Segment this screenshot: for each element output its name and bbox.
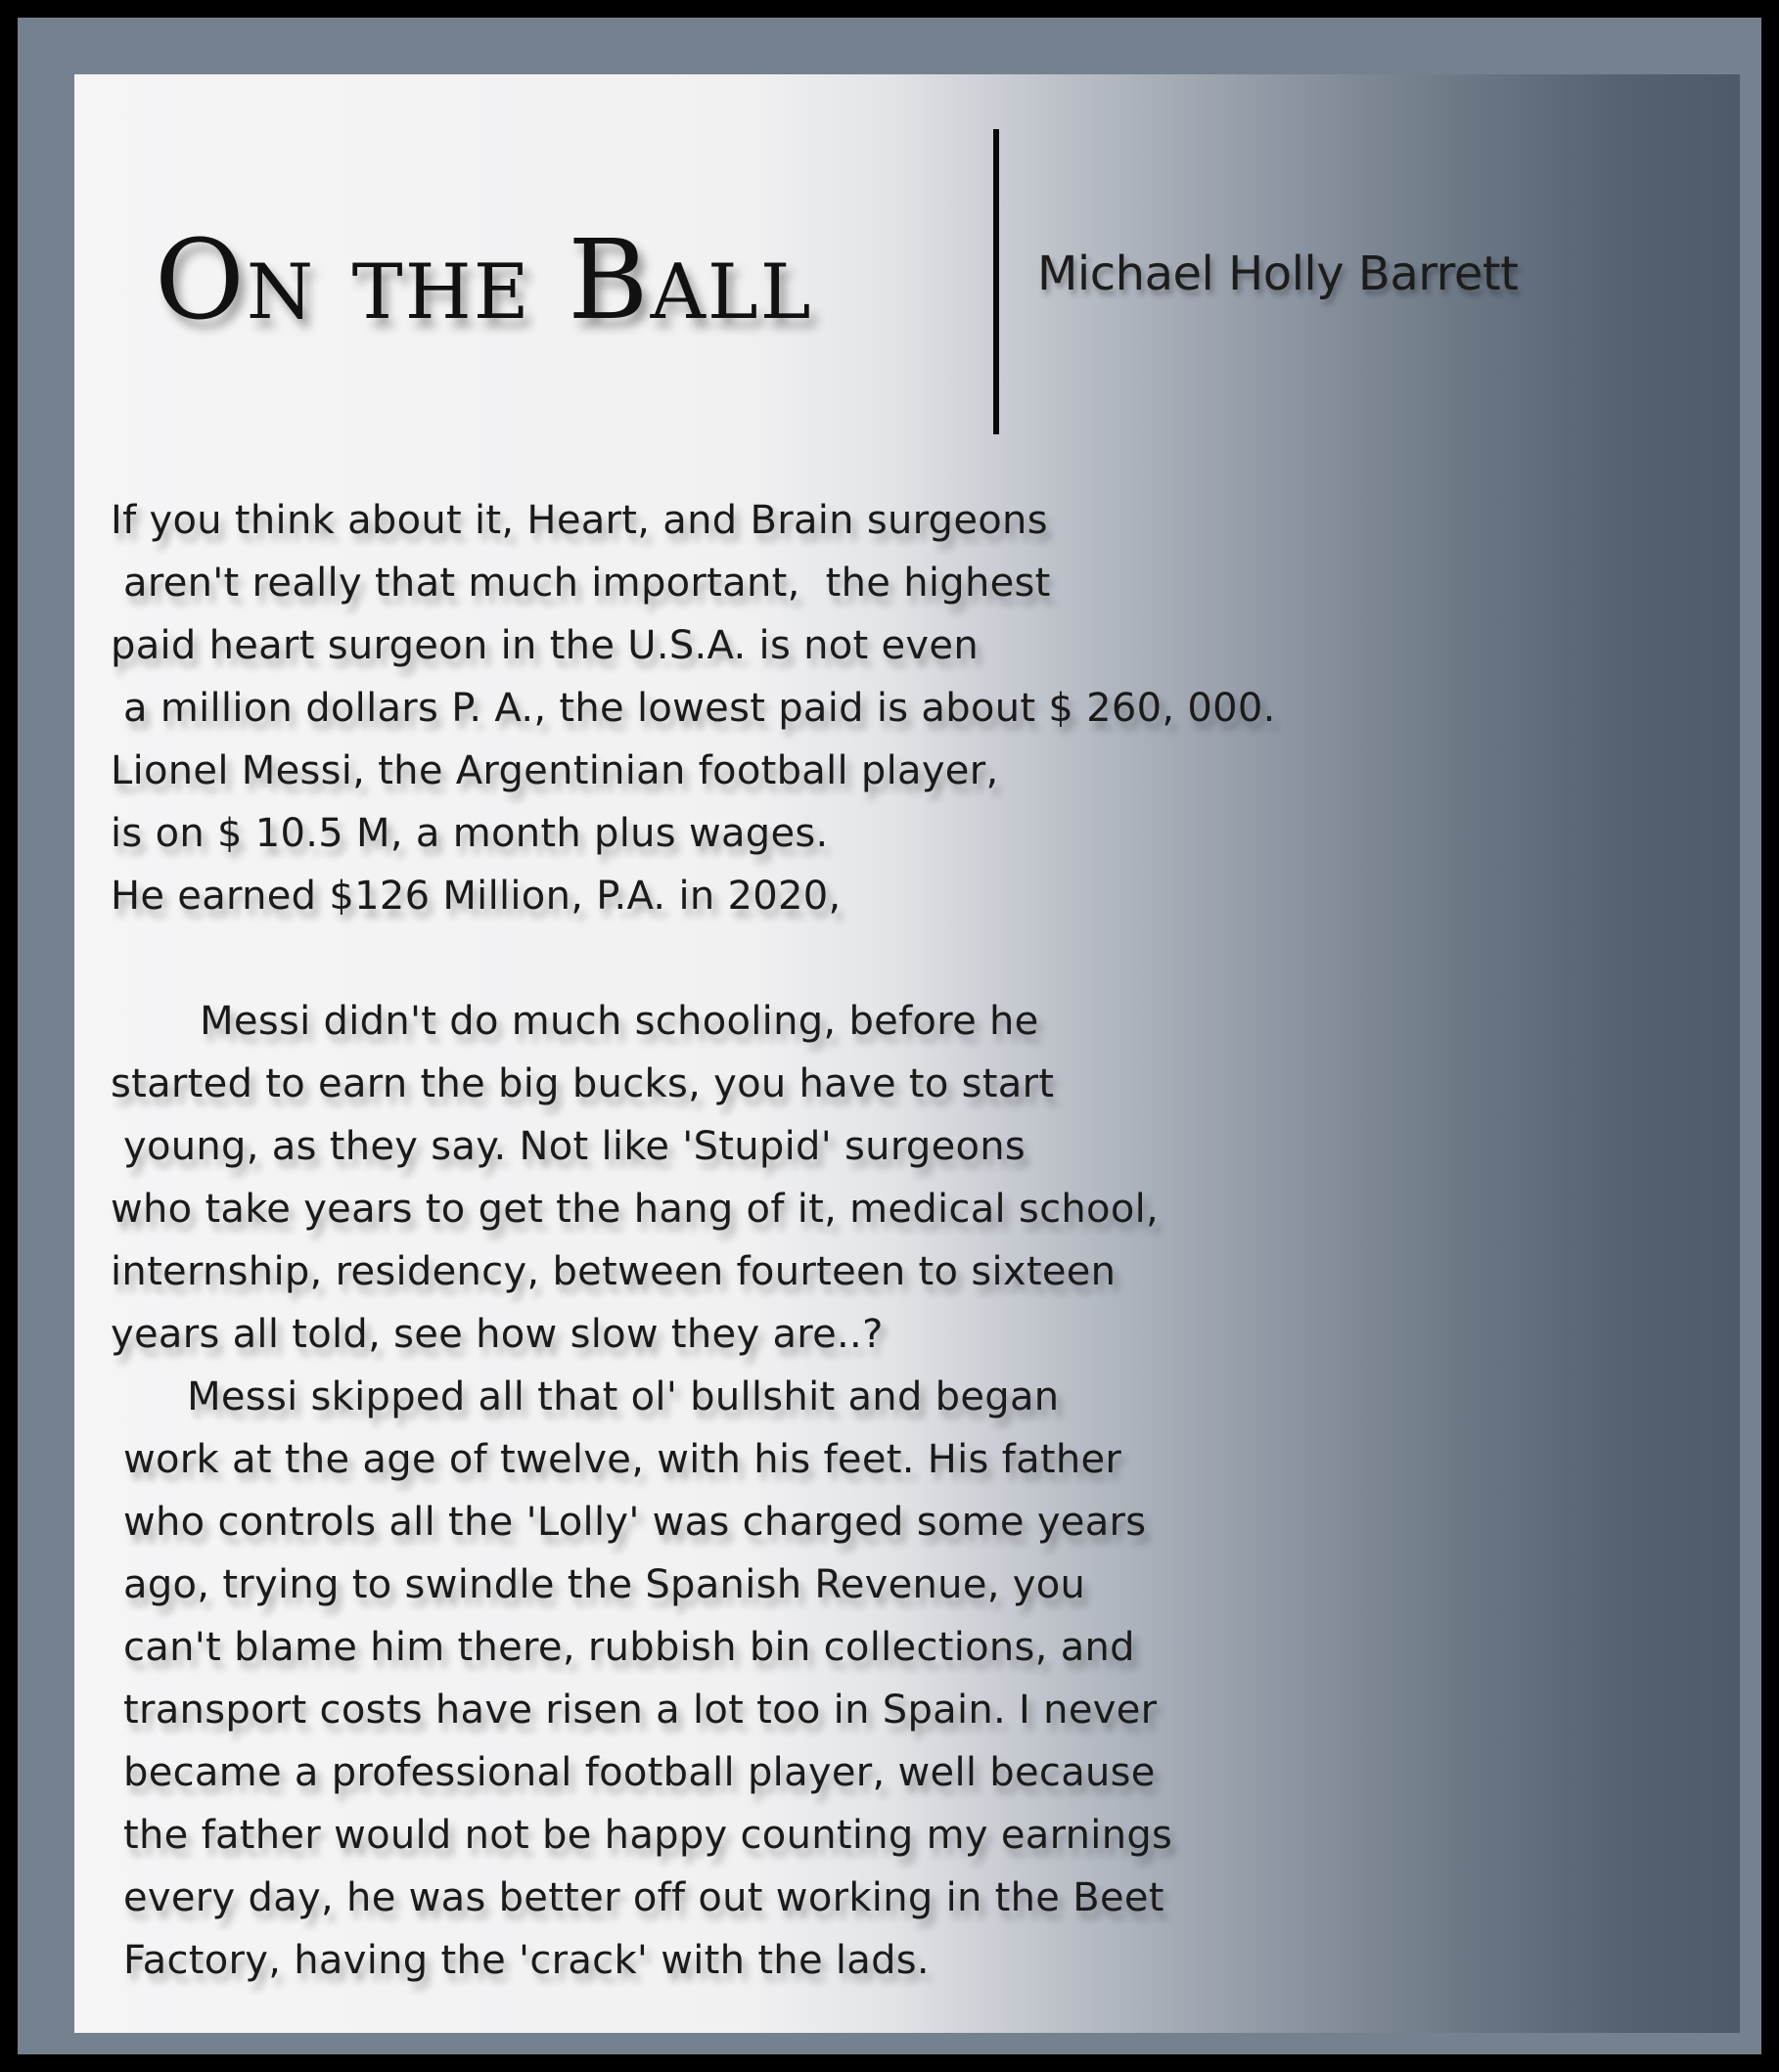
poem-line: can't blame him there, rubbish bin collections, and — [111, 1625, 1135, 1670]
poem-line: young, as they say. Not like 'Stupid' surgeons — [111, 1124, 1026, 1169]
poem-line: who controls all the 'Lolly' was charged some years — [111, 1500, 1147, 1545]
poem-line: internship, residency, between fourteen to sixteen — [111, 1249, 1117, 1294]
document-page — [74, 74, 1740, 2033]
author-name: Michael Holly Barrett — [1037, 247, 1519, 301]
poem-line: aren't really that much important, the highest — [111, 561, 1051, 606]
poem-line: started to earn the big bucks, you have to start — [111, 1061, 1055, 1106]
poem-line: Messi skipped all that ol' bullshit and began — [111, 1374, 1060, 1419]
poem-line: the father would not be happy counting my earnings — [111, 1813, 1173, 1858]
title-divider — [993, 129, 999, 434]
poem-line: paid heart surgeon in the U.S.A. is not even — [111, 623, 979, 668]
poem-line: a million dollars P. A., the lowest paid is about $ 260, 000. — [111, 686, 1276, 731]
poem-line: transport costs have risen a lot too in Spain. I never — [111, 1688, 1158, 1733]
poem-line: Messi didn't do much schooling, before he — [111, 999, 1039, 1044]
poem-line: Factory, having the 'crack' with the lads. — [111, 1938, 930, 1983]
poem-line: became a professional football player, well because — [111, 1750, 1156, 1795]
poem-line: If you think about it, Heart, and Brain surgeons — [111, 498, 1048, 543]
poem-body — [111, 489, 1276, 1992]
poem-line: ago, trying to swindle the Spanish Revenue, you — [111, 1562, 1086, 1607]
poem-line: every day, he was better off out working in the Beet — [111, 1875, 1164, 1920]
stanza-break — [111, 927, 1276, 990]
poem-line: Lionel Messi, the Argentinian football player, — [111, 748, 999, 793]
poem-line: He earned $126 Million, P.A. in 2020, — [111, 874, 842, 919]
poem-title: On the Ball — [155, 217, 813, 344]
outer-frame — [18, 18, 1761, 2054]
poem-line: is on $ 10.5 M, a month plus wages. — [111, 811, 829, 856]
poem-line: who take years to get the hang of it, medical school, — [111, 1187, 1160, 1232]
poem-line: years all told, see how slow they are..? — [111, 1312, 884, 1357]
poem-line: work at the age of twelve, with his feet. His father — [111, 1437, 1122, 1482]
